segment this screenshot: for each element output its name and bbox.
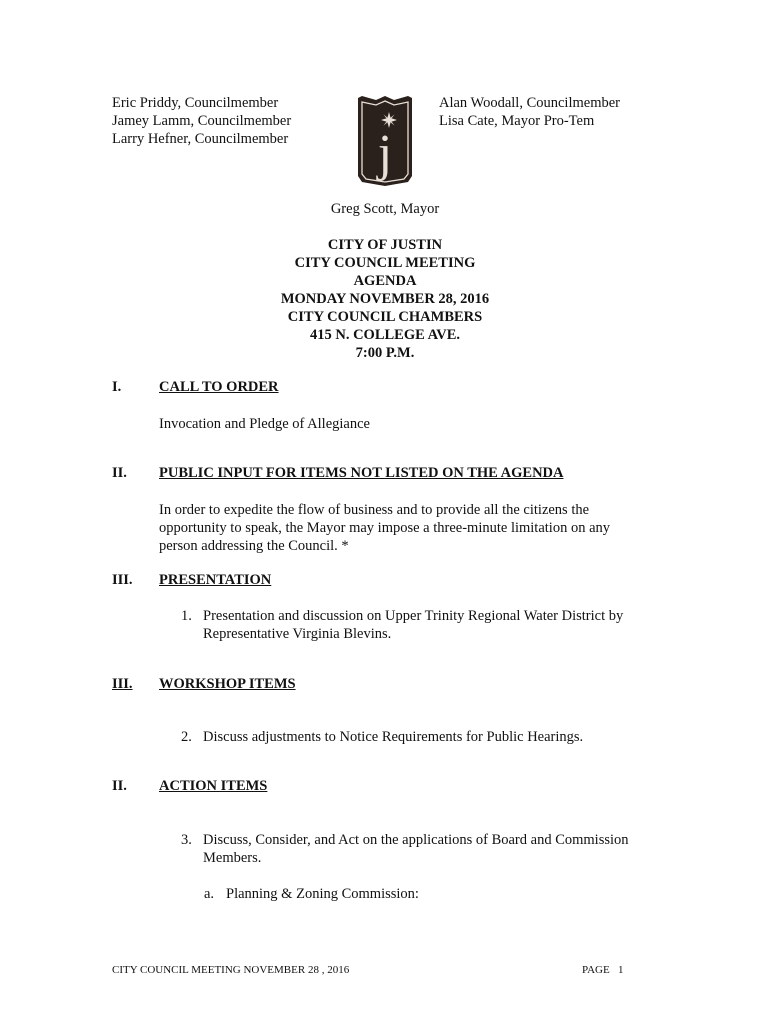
item-text: Presentation and discussion on Upper Trinity Regional Water District by Representative Virginia Blevins. xyxy=(203,608,624,642)
item-text: Discuss, Consider, and Act on the applications of Board and Commission Members. xyxy=(203,832,629,866)
left-members xyxy=(112,94,291,148)
section-title: ACTION ITEMS xyxy=(159,778,268,794)
section-numeral: I. xyxy=(112,379,122,395)
city-logo-icon xyxy=(354,94,416,186)
footer-page xyxy=(582,964,623,976)
section-numeral: II. xyxy=(112,778,127,794)
title-line: CITY OF JUSTIN xyxy=(327,237,443,253)
member-line: Alan Woodall, Councilmember xyxy=(439,95,620,111)
section-text: In order to expedite the flow of business and to provide all the citizens the opportunity to speak, the Mayor may impose a three-minute limitation on any person addressing the Council. * xyxy=(159,502,611,554)
member-line: Lisa Cate, Mayor Pro-Tem xyxy=(439,113,595,129)
agenda-item xyxy=(181,607,681,647)
title-line: CITY COUNCIL MEETING xyxy=(294,255,476,271)
item-number: 2. xyxy=(181,729,192,745)
svg-text:j: j xyxy=(377,125,393,182)
agenda-sub-item xyxy=(204,885,604,905)
member-line: Larry Hefner, Councilmember xyxy=(112,131,289,147)
section-title: PRESENTATION xyxy=(159,572,272,588)
item-number: 3. xyxy=(181,832,192,848)
agenda-item xyxy=(181,831,681,871)
item-number: 1. xyxy=(181,608,192,624)
member-line: Jamey Lamm, Councilmember xyxy=(112,113,292,129)
agenda-title-block xyxy=(0,236,770,362)
title-line: AGENDA xyxy=(353,273,417,289)
item-text: Discuss adjustments to Notice Requirements for Public Hearings. xyxy=(203,729,584,745)
page-label: PAGE xyxy=(582,964,610,976)
section-title: CALL TO ORDER xyxy=(159,379,279,395)
title-line: CITY COUNCIL CHAMBERS xyxy=(287,309,483,325)
city-logo xyxy=(354,94,416,186)
section-numeral: III. xyxy=(112,572,133,588)
title-line: MONDAY NOVEMBER 28, 2016 xyxy=(280,291,490,307)
right-members xyxy=(439,94,620,130)
section-numeral: III. xyxy=(112,676,133,692)
title-line: 7:00 P.M. xyxy=(355,345,415,361)
footer-left: CITY COUNCIL MEETING NOVEMBER 28 , 2016 xyxy=(112,964,350,976)
sub-item-text: Planning & Zoning Commission: xyxy=(226,886,419,902)
member-line: Eric Priddy, Councilmember xyxy=(112,95,279,111)
section-title: WORKSHOP ITEMS xyxy=(159,676,296,692)
page-number: 1 xyxy=(617,964,624,976)
section-title: PUBLIC INPUT FOR ITEMS NOT LISTED ON THE AGENDA xyxy=(159,465,564,481)
agenda-item xyxy=(181,728,681,748)
title-line: 415 N. COLLEGE AVE. xyxy=(309,327,460,343)
section-text: Invocation and Pledge of Allegiance xyxy=(159,416,370,432)
sub-item-letter: a. xyxy=(204,886,215,902)
mayor-line: Greg Scott, Mayor xyxy=(330,201,440,217)
section-numeral: II. xyxy=(112,465,127,481)
